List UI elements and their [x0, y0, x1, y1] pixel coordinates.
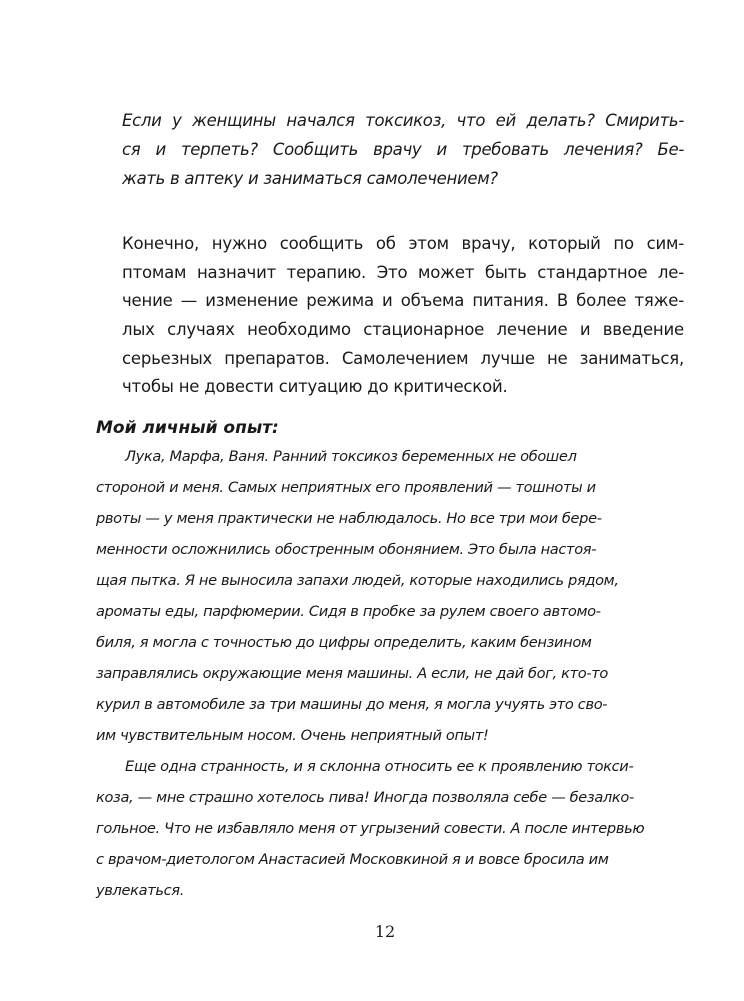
text-line: Еще одна странность, и я склонна относить ее к проявлению токси- [125, 758, 634, 775]
text-line: заправлялись окружающие меня машины. А если, не дай бог, кто-то [96, 665, 608, 682]
text-line: стороной и меня. Самых неприятных его проявлений — тошноты и [96, 479, 596, 496]
text-line: серьезных препаратов. Самолечением лучше не заниматься, [122, 348, 684, 368]
text-line: Если у женщины начался токсикоз, что ей делать? Смирить- [122, 111, 684, 130]
text-line: Лука, Марфа, Ваня. Ранний токсикоз беременных не обошел [125, 448, 577, 465]
section-heading: Мой личный опыт: [96, 418, 279, 438]
text-line: чение — изменение режима и объема питания. В более тяже- [122, 291, 684, 311]
intro-question [122, 106, 684, 193]
page-number: 12 [374, 922, 396, 941]
personal-experience [96, 441, 644, 906]
text-line: чтобы не довести ситуацию до критической. [122, 377, 508, 397]
text-line: менности осложнились обостренным обонянием. Это была настоя- [96, 541, 597, 558]
text-line: с врачом-диетологом Анастасией Московкиной я и вовсе бросила им [96, 851, 609, 868]
text-line: ароматы еды, парфюмерии. Сидя в пробке за рулем своего автомо- [96, 603, 601, 620]
text-line: Конечно, нужно сообщить об этом врачу, который по сим- [122, 234, 684, 253]
text-line: птомам назначит терапию. Это может быть стандартное ле- [122, 262, 684, 282]
text-line: ся и терпеть? Сообщить врачу и требовать лечения? Бе- [122, 140, 684, 159]
text-line: им чувствительным носом. Очень неприятный опыт! [96, 727, 489, 744]
answer-paragraph [122, 230, 684, 402]
text-line: рвоты — у меня практически не наблюдалось. Но все три мои бере- [96, 510, 602, 527]
text-line: курил в автомобиле за три машины до меня, я могла учуять это сво- [96, 696, 608, 713]
text-line: увлекаться. [96, 882, 184, 899]
text-line: щая пытка. Я не выносила запахи людей, которые находились рядом, [96, 572, 619, 589]
text-line: биля, я могла с точностью до цифры определить, каким бензином [96, 634, 592, 651]
text-line: жать в аптеку и заниматься самолечением? [122, 169, 498, 188]
text-line: коза, — мне страшно хотелось пива! Иногда позволяла себе — безалко- [96, 789, 634, 806]
text-line: лых случаях необходимо стационарное лечение и введение [122, 320, 684, 340]
text-line: гольное. Что не избавляло меня от угрызений совести. А после интервью [96, 820, 645, 837]
